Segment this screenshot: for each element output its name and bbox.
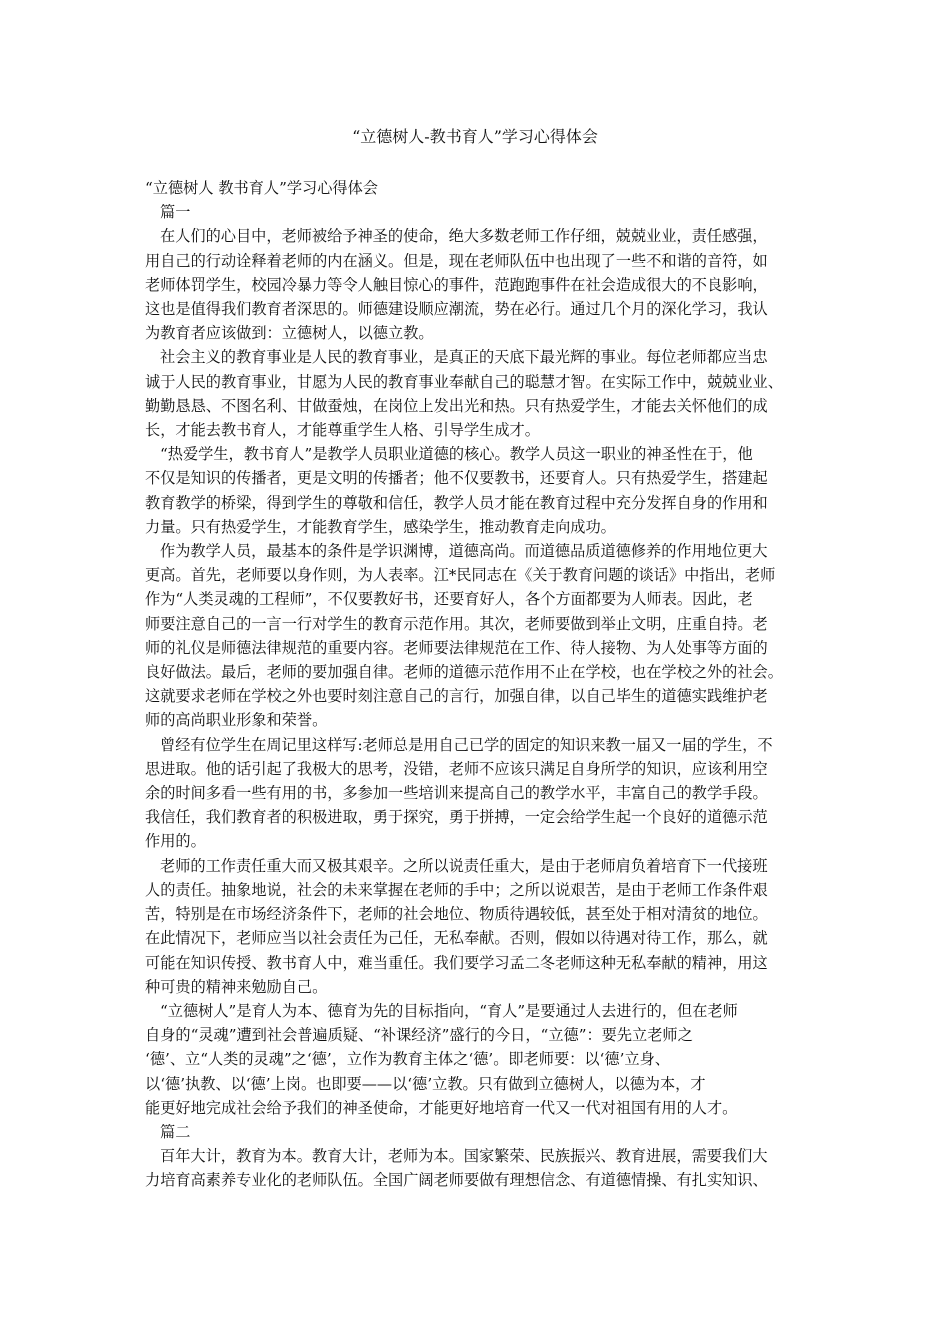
- paragraph-line: 师的礼仪是师德法律规范的重要内容。老师要法律规范在工作、待人接物、为人处事等方面的: [145, 638, 768, 657]
- paragraph-line: 诚于人民的教育事业，甘愿为人民的教育事业奉献自己的聪慧才智。在实际工作中，兢兢业业、: [145, 372, 783, 391]
- paragraph-line: 曾经有位学生在周记里这样写:老师总是用自己已学的固定的知识来教一届又一届的学生，不: [160, 735, 773, 754]
- paragraph-line: 自身的“灵魂”遭到社会普遍质疑、“补课经济”盛行的今日，“立德”：要先立老师之: [145, 1026, 693, 1045]
- paragraph-line: “立德树人”是育人为本、德育为先的目标指向，“育人”是要通过人去进行的，但在老师: [160, 1001, 738, 1020]
- paragraph-line: 百年大计，教育为本。教育大计，老师为本。国家繁荣、民族振兴、教育进展，需要我们大: [160, 1147, 768, 1166]
- paragraph-line: 长，才能去教书育人，才能尊重学生人格、引导学生成才。: [145, 421, 540, 440]
- paragraph-line: 师要注意自己的一言一行对学生的教育示范作用。其次，老师要做到举止文明，庄重自持。老: [145, 614, 768, 633]
- section-heading: 篇一: [160, 203, 191, 222]
- paragraph-line: 更高。首先，老师要以身作则，为人表率。江*民同志在《关于教育问题的谈话》中指出，老师: [145, 566, 776, 585]
- paragraph-line: 余的时间多看一些有用的书，多参加一些培训来提高自己的教学水平，丰富自己的教学手段。: [145, 784, 768, 803]
- paragraph-line: 作为“人类灵魂的工程师”，不仅要教好书，还要育好人，各个方面都要为人师表。因此，老: [145, 590, 753, 609]
- paragraph-line: 师的高尚职业形象和荣誉。: [145, 711, 328, 730]
- paragraph-line: ‘德’、立“人类的灵魂”之‘德’，立作为教育主体之‘德’。即老师要：以‘德’立身、: [145, 1050, 670, 1069]
- document-title: “立德树人-教书育人”学习心得体会: [352, 127, 598, 146]
- document-subtitle: “立德树人 教书育人”学习心得体会: [145, 179, 378, 197]
- document-body: [145, 176, 805, 1193]
- paragraph-line: 力培育高素养专业化的老师队伍。全国广阔老师要做有理想信念、有道德情操、有扎实知识、: [145, 1171, 768, 1190]
- paragraph-line: 用自己的行动诠释着老师的内在涵义。但是，现在老师队伍中也出现了一些不和谐的音符，如: [145, 251, 768, 270]
- paragraph-line: 可能在知识传授、教书育人中，难当重任。我们要学习孟二冬老师这种无私奉献的精神，用这: [145, 953, 768, 972]
- paragraph-line: “热爱学生，教书育人”是教学人员职业道德的核心。教学人员这一职业的神圣性在于，他: [160, 445, 753, 464]
- paragraph-line: 苦，特别是在市场经济条件下，老师的社会地位、物质待遇较低，甚至处于相对清贫的地位。: [145, 905, 768, 924]
- paragraph-line: 在人们的心目中，老师被给予神圣的使命，绝大多数老师工作仔细，兢兢业业，责任感强，: [160, 227, 768, 246]
- paragraph-line: 作用的。: [145, 832, 206, 851]
- paragraph-line: 以‘德’执教、以‘德’上岗。也即要——以‘德’立教。只有做到立德树人，以德为本，才: [145, 1074, 706, 1093]
- paragraph-line: 作为教学人员，最基本的条件是学识渊博，道德高尚。而道德品质道德修养的作用地位更大: [160, 542, 768, 561]
- paragraph-line: 老师的工作责任重大而又极其艰辛。之所以说责任重大，是由于老师肩负着培育下一代接班: [160, 856, 768, 875]
- paragraph-line: 老师体罚学生，校园冷暴力等令人触目惊心的事件，范跑跑事件在社会造成很大的不良影响，: [145, 275, 768, 294]
- paragraph-line: 能更好地完成社会给予我们的神圣使命，才能更好地培育一代又一代对祖国有用的人才。: [145, 1098, 738, 1117]
- paragraph-line: 种可贵的精神来勉励自己。: [145, 977, 328, 996]
- paragraph-line: 这就要求老师在学校之外也要时刻注意自己的言行，加强自律，以自己毕生的道德实践维护老: [145, 687, 768, 706]
- paragraph-line: 人的责任。抽象地说，社会的未来掌握在老师的手中；之所以说艰苦，是由于老师工作条件艰: [145, 880, 768, 899]
- paragraph-line: 在此情况下，老师应当以社会责任为己任，无私奉献。否则，假如以待遇对待工作，那么，就: [145, 929, 768, 948]
- paragraph-line: 这也是值得我们教育者深思的。师德建设顺应潮流，势在必行。通过几个月的深化学习，我认: [145, 300, 768, 319]
- paragraph-line: 为教育者应该做到：立德树人，以德立教。: [145, 324, 434, 343]
- paragraph-line: 思进取。他的话引起了我极大的思考，没错，老师不应该只满足自身所学的知识，应该利用空: [145, 759, 768, 778]
- paragraph-line: 社会主义的教育事业是人民的教育事业，是真正的天底下最光辉的事业。每位老师都应当忠: [160, 348, 768, 367]
- paragraph-line: 教育教学的桥梁，得到学生的尊敬和信任，教学人员才能在教育过程中充分发挥自身的作用和: [145, 493, 768, 512]
- paragraph-line: 不仅是知识的传播者，更是文明的传播者；他不仅要教书，还要育人。只有热爱学生，搭建起: [145, 469, 768, 488]
- paragraph-line: 良好做法。最后，老师的要加强自律。老师的道德示范作用不止在学校，也在学校之外的社会。: [145, 663, 783, 682]
- section-heading: 篇二: [160, 1122, 191, 1141]
- paragraph-line: 我信任，我们教育者的积极进取，勇于探究，勇于拼搏，一定会给学生起一个良好的道德示范: [145, 808, 768, 827]
- paragraph-line: 力量。只有热爱学生，才能教育学生，感染学生，推动教育走向成功。: [145, 517, 616, 536]
- paragraph-line: 勤勤恳恳、不图名利、甘做蚕烛，在岗位上发出光和热。只有热爱学生，才能去关怀他们的成: [145, 396, 768, 415]
